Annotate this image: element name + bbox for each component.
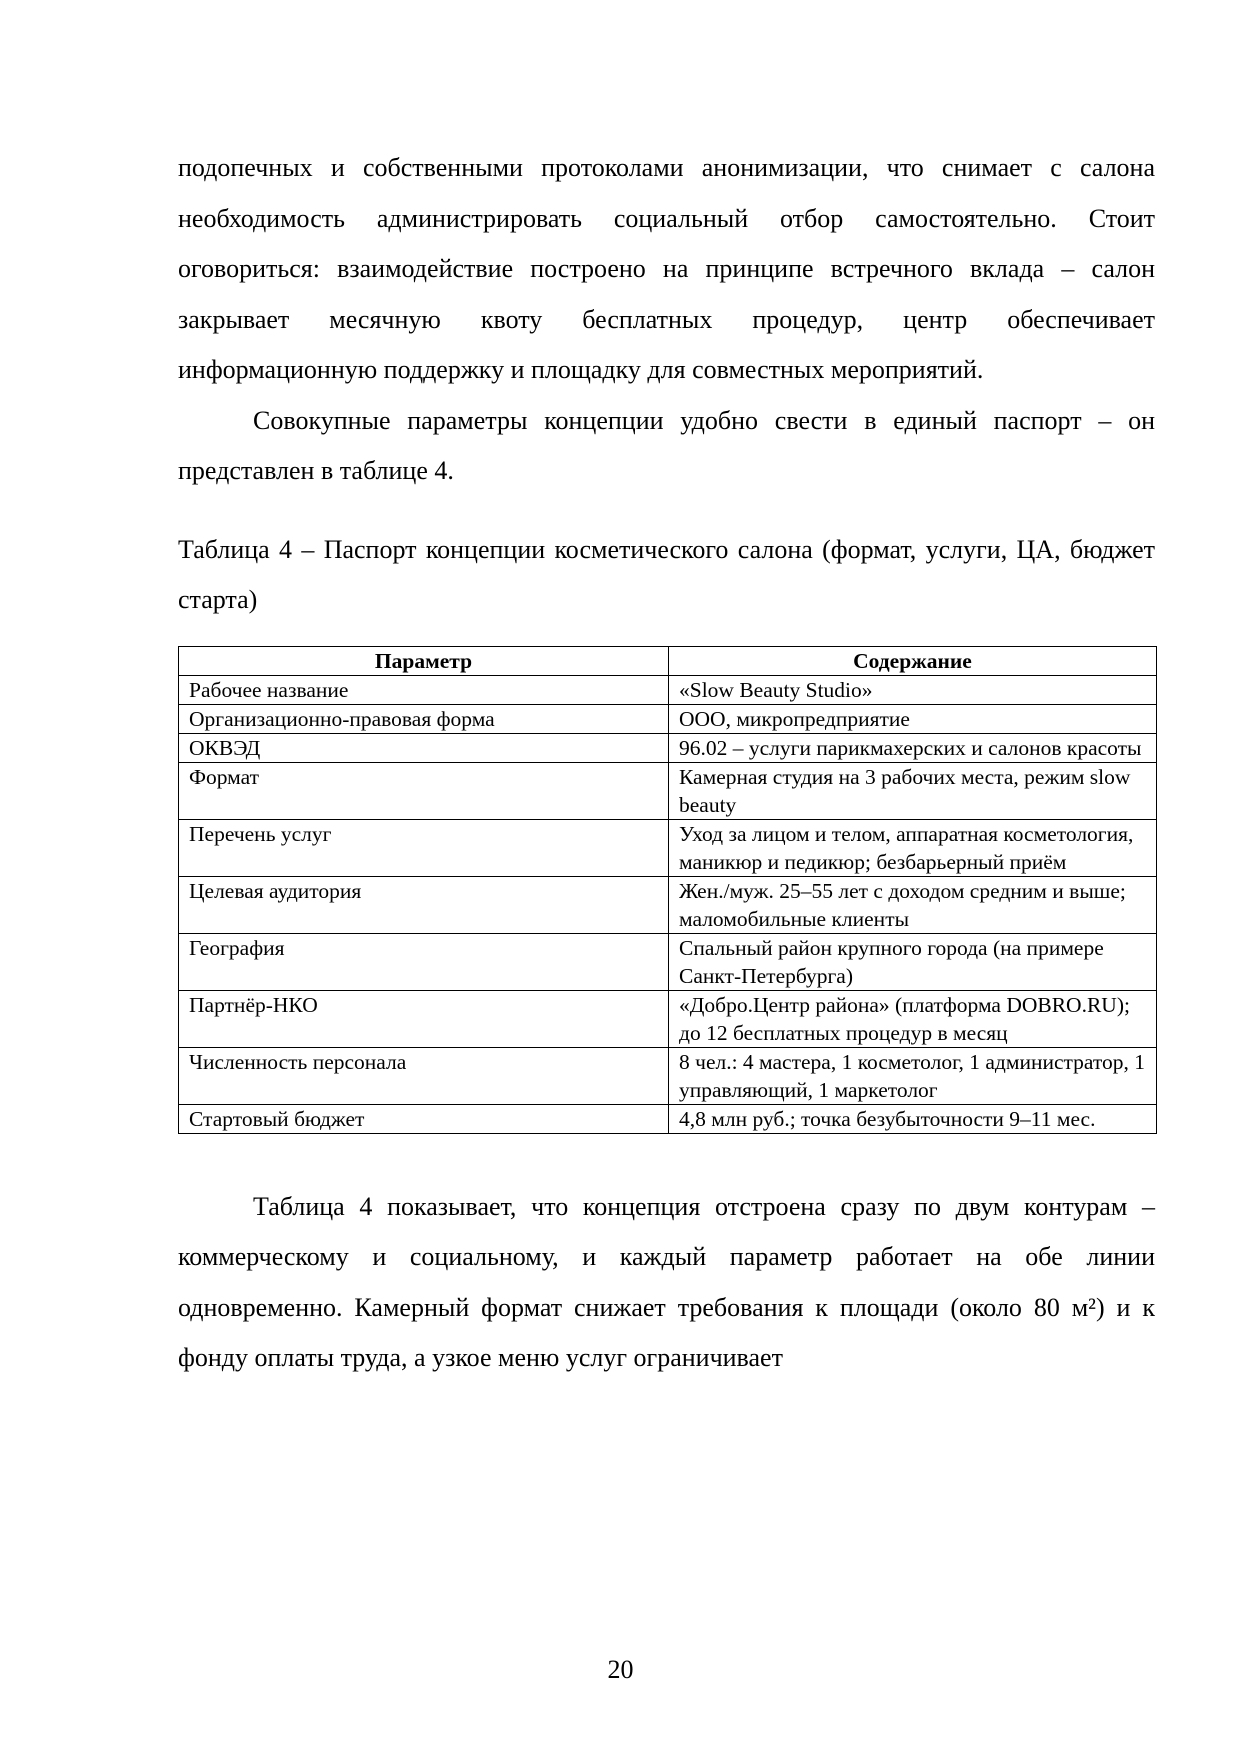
paragraph-table-analysis: Таблица 4 показывает, что концепция отстроена сразу по двум контурам – коммерческому и социальному, и каждый параметр работает на обе линии одновременно. Камерный формат снижает требования к площади (около 80 м²) и к фонду оплаты труда, а узкое меню услуг ограничивает — [178, 1191, 1155, 1372]
cell-content: Жен./муж. 25–55 лет с доходом средним и выше; маломобильные клиенты — [669, 876, 1157, 933]
table-row — [179, 762, 1157, 819]
cell-parameter: Формат — [179, 762, 669, 819]
cell-content: Спальный район крупного города (на примере Санкт-Петербурга) — [669, 933, 1157, 990]
page-content — [178, 143, 1155, 1384]
header-content: Содержание — [669, 646, 1157, 675]
cell-content: ООО, микропредприятие — [669, 704, 1157, 733]
paragraph-passport-intro: Совокупные параметры концепции удобно свести в единый паспорт – он представлен в таблице 4. — [178, 405, 1155, 485]
cell-content: 4,8 млн руб.; точка безубыточности 9–11 мес. — [669, 1104, 1157, 1133]
cell-parameter: География — [179, 933, 669, 990]
cell-parameter: Партнёр-НКО — [179, 990, 669, 1047]
table-header-row — [179, 646, 1157, 675]
cell-parameter: ОКВЭД — [179, 733, 669, 762]
table-row — [179, 990, 1157, 1047]
paragraph-continuation: подопечных и собственными протоколами анонимизации, что снимает с салона необходимость администрировать социальный отбор самостоятельно. Стоит оговориться: взаимодействие построено на принципе встречного вклада – салон закрывает месячную квоту бесплатных процедур, центр обеспечивает информационную поддержку и площадку для совместных мероприятий. — [178, 153, 1155, 384]
cell-parameter: Организационно-правовая форма — [179, 704, 669, 733]
cell-content: 8 чел.: 4 мастера, 1 косметолог, 1 администратор, 1 управляющий, 1 маркетолог — [669, 1047, 1157, 1104]
table-row — [179, 819, 1157, 876]
cell-parameter: Рабочее название — [179, 675, 669, 704]
table-row — [179, 704, 1157, 733]
cell-content: Камерная студия на 3 рабочих места, режим slow beauty — [669, 762, 1157, 819]
passport-table — [178, 646, 1157, 1134]
cell-parameter: Целевая аудитория — [179, 876, 669, 933]
cell-content: Уход за лицом и телом, аппаратная косметология, маникюр и педикюр; безбарьерный приём — [669, 819, 1157, 876]
cell-parameter: Численность персонала — [179, 1047, 669, 1104]
table-row — [179, 876, 1157, 933]
table-row — [179, 1047, 1157, 1104]
cell-content: «Добро.Центр района» (платформа DOBRO.RU); до 12 бесплатных процедур в месяц — [669, 990, 1157, 1047]
table-row — [179, 733, 1157, 762]
table-row — [179, 933, 1157, 990]
header-parameter: Параметр — [179, 646, 669, 675]
cell-content: «Slow Beauty Studio» — [669, 675, 1157, 704]
page-number: 20 — [607, 1655, 634, 1684]
table-row — [179, 675, 1157, 704]
cell-parameter: Перечень услуг — [179, 819, 669, 876]
cell-parameter: Стартовый бюджет — [179, 1104, 669, 1133]
cell-content: 96.02 – услуги парикмахерских и салонов красоты — [669, 733, 1157, 762]
table-row — [179, 1104, 1157, 1133]
table-caption: Таблица 4 – Паспорт концепции косметического салона (формат, услуги, ЦА, бюджет старта) — [178, 534, 1155, 614]
